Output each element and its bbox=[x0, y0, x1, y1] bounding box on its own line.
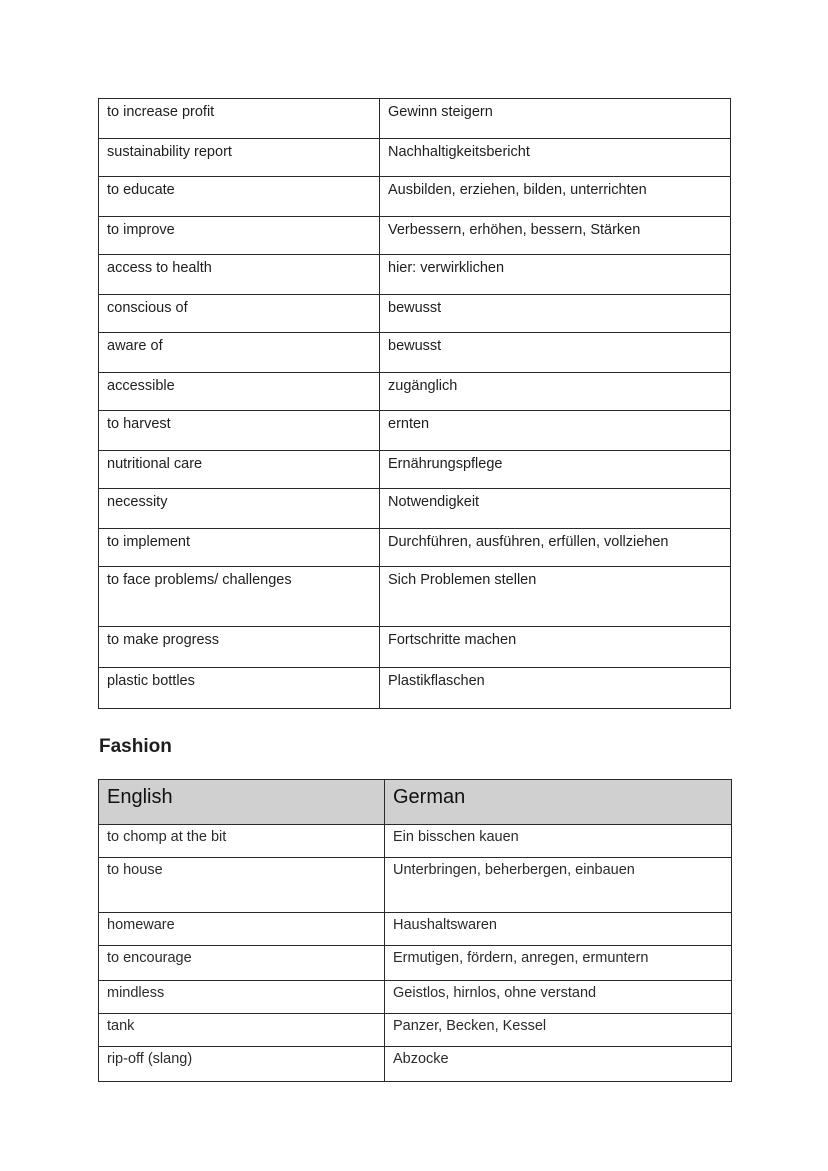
english-term: accessible bbox=[99, 373, 380, 411]
table-row bbox=[99, 451, 731, 489]
english-term: to educate bbox=[99, 177, 380, 217]
german-translation: Panzer, Becken, Kessel bbox=[385, 1014, 732, 1047]
english-term: aware of bbox=[99, 333, 380, 373]
english-term: to make progress bbox=[99, 627, 380, 668]
table-row bbox=[99, 333, 731, 373]
table-row bbox=[99, 373, 731, 411]
german-translation: Plastikflaschen bbox=[380, 668, 731, 709]
table-row bbox=[99, 411, 731, 451]
english-term: mindless bbox=[99, 981, 385, 1014]
table-header-row bbox=[99, 780, 732, 825]
english-term: to improve bbox=[99, 217, 380, 255]
table-row bbox=[99, 255, 731, 295]
table-row bbox=[99, 825, 732, 858]
table-row bbox=[99, 946, 732, 981]
german-translation: ernten bbox=[380, 411, 731, 451]
german-translation: Verbessern, erhöhen, bessern, Stärken bbox=[380, 217, 731, 255]
column-header-english: English bbox=[99, 780, 385, 825]
table-row bbox=[99, 529, 731, 567]
table-row bbox=[99, 489, 731, 529]
english-term: conscious of bbox=[99, 295, 380, 333]
section-heading-fashion: Fashion bbox=[99, 736, 172, 757]
german-translation: Ausbilden, erziehen, bilden, unterrichten bbox=[380, 177, 731, 217]
table-row bbox=[99, 981, 732, 1014]
english-term: to encourage bbox=[99, 946, 385, 981]
english-term: plastic bottles bbox=[99, 668, 380, 709]
german-translation: Haushaltswaren bbox=[385, 913, 732, 946]
table-row bbox=[99, 567, 731, 627]
german-translation: Ernährungspflege bbox=[380, 451, 731, 489]
german-translation: Ein bisschen kauen bbox=[385, 825, 732, 858]
german-translation: Unterbringen, beherbergen, einbauen bbox=[385, 858, 732, 913]
english-term: to implement bbox=[99, 529, 380, 567]
german-translation: bewusst bbox=[380, 295, 731, 333]
english-term: tank bbox=[99, 1014, 385, 1047]
table-row bbox=[99, 295, 731, 333]
german-translation: Abzocke bbox=[385, 1047, 732, 1082]
german-translation: zugänglich bbox=[380, 373, 731, 411]
english-term: to face problems/ challenges bbox=[99, 567, 380, 627]
english-term: to chomp at the bit bbox=[99, 825, 385, 858]
english-term: necessity bbox=[99, 489, 380, 529]
german-translation: bewusst bbox=[380, 333, 731, 373]
german-translation: Gewinn steigern bbox=[380, 99, 731, 139]
vocabulary-table-sustainability bbox=[98, 98, 731, 709]
table-row bbox=[99, 627, 731, 668]
english-term: access to health bbox=[99, 255, 380, 295]
table-row bbox=[99, 99, 731, 139]
german-translation: Sich Problemen stellen bbox=[380, 567, 731, 627]
german-translation: Ermutigen, fördern, anregen, ermuntern bbox=[385, 946, 732, 981]
table-row bbox=[99, 668, 731, 709]
english-term: nutritional care bbox=[99, 451, 380, 489]
german-translation: hier: verwirklichen bbox=[380, 255, 731, 295]
table-row bbox=[99, 913, 732, 946]
english-term: homeware bbox=[99, 913, 385, 946]
vocabulary-table-fashion bbox=[98, 779, 732, 1082]
table-row bbox=[99, 1014, 732, 1047]
table-row bbox=[99, 1047, 732, 1082]
german-translation: Geistlos, hirnlos, ohne verstand bbox=[385, 981, 732, 1014]
english-term: to increase profit bbox=[99, 99, 380, 139]
german-translation: Notwendigkeit bbox=[380, 489, 731, 529]
table-row bbox=[99, 177, 731, 217]
table-row bbox=[99, 139, 731, 177]
german-translation: Durchführen, ausführen, erfüllen, vollziehen bbox=[380, 529, 731, 567]
english-term: sustainability report bbox=[99, 139, 380, 177]
column-header-german: German bbox=[385, 780, 732, 825]
english-term: rip-off (slang) bbox=[99, 1047, 385, 1082]
english-term: to harvest bbox=[99, 411, 380, 451]
german-translation: Nachhaltigkeitsbericht bbox=[380, 139, 731, 177]
table-row bbox=[99, 217, 731, 255]
english-term: to house bbox=[99, 858, 385, 913]
table-row bbox=[99, 858, 732, 913]
german-translation: Fortschritte machen bbox=[380, 627, 731, 668]
